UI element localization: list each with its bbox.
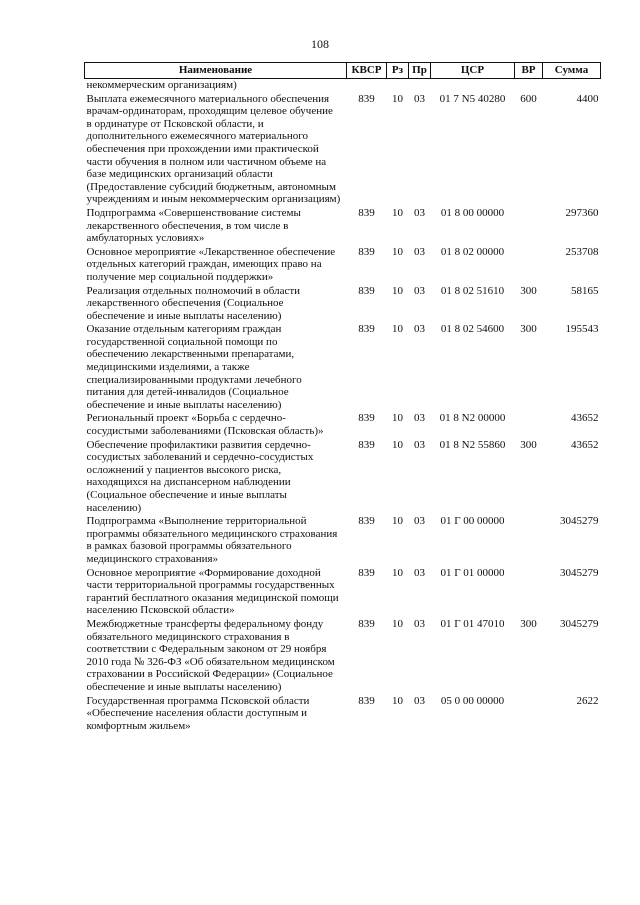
kvsr-cell: 839	[358, 206, 375, 219]
pr-cell: 03	[414, 92, 425, 105]
sum-cell: 43652	[571, 412, 599, 425]
pr-cell: 03	[414, 694, 425, 707]
kvsr-cell: 839	[358, 515, 375, 528]
header-row	[85, 63, 601, 79]
name-cell: Подпрограмма «Выполнение территориальной программы обязательного медицинского страхования в рамках базовой программы обязательного медицинского страхования»	[86, 515, 338, 565]
table-header	[85, 63, 601, 79]
pr-cell: 03	[414, 438, 425, 451]
rz-cell: 10	[392, 92, 403, 105]
csr-cell: 01 8 02 54600	[440, 323, 505, 336]
vr-cell	[515, 567, 543, 618]
pr-cell: 03	[414, 515, 425, 528]
table-row	[85, 285, 601, 324]
sum-cell: 4400	[576, 92, 599, 105]
name-cell: Государственная программа Псковской области «Обеспечение населения области доступным и комфортным жильем»	[86, 694, 310, 732]
rz-cell: 10	[392, 515, 403, 528]
vr-cell: 300	[520, 617, 537, 630]
csr-cell: 01 Г 01 00000	[440, 566, 505, 579]
sum-cell: 3045279	[560, 617, 599, 630]
name-cell: Основное мероприятие «Лекарственное обеспечение отдельных категорий граждан, имеющих право на получение мер социальной поддержки»	[86, 245, 336, 283]
table-row	[85, 207, 601, 246]
sum-cell: 253708	[565, 245, 599, 258]
kvsr-cell: 839	[358, 323, 375, 336]
header-kvsr: КВСР	[347, 63, 387, 79]
table-row	[85, 618, 601, 695]
header-pr: Пр	[409, 63, 431, 79]
pr-cell: 03	[414, 412, 425, 425]
name-cell: Межбюджетные трансферты федеральному фонду обязательного медицинского страхования в соответствии с Федеральным законом от 29 ноября 2010 года № 326-ФЗ «Об обязательном медицинском страховании в Российской Федерации» (Социальное обеспечение и иные выплаты населению)	[86, 617, 335, 693]
rz-cell: 10	[392, 438, 403, 451]
pr-cell	[409, 79, 431, 93]
kvsr-cell: 839	[358, 412, 375, 425]
csr-cell: 01 7 N5 40280	[439, 92, 506, 105]
name-cell: Реализация отдельных полномочий в области лекарственного обеспечения (Социальное обеспечение и иные выплаты населению)	[86, 284, 301, 322]
budget-table-container	[84, 62, 600, 733]
rz-cell: 10	[392, 284, 403, 297]
table-row	[85, 515, 601, 566]
table-row	[85, 93, 601, 207]
rz-cell: 10	[392, 206, 403, 219]
name-cell: некоммерческим организациям)	[86, 79, 237, 91]
vr-cell	[515, 207, 543, 246]
rz-cell: 10	[392, 566, 403, 579]
vr-cell: 600	[520, 92, 537, 105]
header-csr: ЦСР	[431, 63, 515, 79]
sum-cell	[543, 79, 601, 93]
csr-cell: 01 Г 01 47010	[440, 617, 505, 630]
pr-cell: 03	[414, 206, 425, 219]
kvsr-cell	[347, 79, 387, 93]
vr-cell: 300	[520, 284, 537, 297]
header-sum: Сумма	[543, 63, 601, 79]
table-row	[85, 79, 601, 93]
name-cell: Оказание отдельным категориям граждан государственной социальной помощи по обеспечению лекарственными препаратами, медицинскими изделиями, а также специализированными продуктами лечебного питания для детей-инвалидов (Социальное обеспечение и иные выплаты населению)	[86, 323, 302, 411]
kvsr-cell: 839	[358, 245, 375, 258]
kvsr-cell: 839	[358, 438, 375, 451]
table-row	[85, 567, 601, 618]
rz-cell	[387, 79, 409, 93]
csr-cell: 05 0 00 00000	[440, 694, 505, 707]
rz-cell: 10	[392, 245, 403, 258]
vr-cell	[515, 695, 543, 734]
csr-cell: 01 8 00 00000	[440, 206, 505, 219]
rz-cell: 10	[392, 694, 403, 707]
kvsr-cell: 839	[358, 92, 375, 105]
rz-cell: 10	[392, 412, 403, 425]
kvsr-cell: 839	[358, 284, 375, 297]
name-cell: Региональный проект «Борьба с сердечно-сосудистыми заболеваниями (Псковская область)»	[86, 412, 324, 438]
table-row	[85, 412, 601, 438]
rz-cell: 10	[392, 617, 403, 630]
pr-cell: 03	[414, 566, 425, 579]
header-vr: ВР	[515, 63, 543, 79]
table-row	[85, 695, 601, 734]
sum-cell: 3045279	[560, 566, 599, 579]
sum-cell: 2622	[576, 694, 599, 707]
pr-cell: 03	[414, 323, 425, 336]
kvsr-cell: 839	[358, 694, 375, 707]
vr-cell: 300	[520, 438, 537, 451]
header-name: Наименование	[85, 63, 347, 79]
table-row	[85, 439, 601, 516]
kvsr-cell: 839	[358, 566, 375, 579]
name-cell: Обеспечение профилактики развития сердечно-сосудистых заболеваний и сердечно-сосудистых осложнений у пациентов высокого риска, находящихся на диспансерном наблюдении (Социальное обеспечение и иные выплаты населению)	[86, 438, 314, 514]
name-cell: Основное мероприятие «Формирование доходной части территориальной программы государственных гарантий бесплатного оказания медицинской помощи населению Псковской области»	[86, 566, 339, 617]
csr-cell: 01 8 02 00000	[440, 245, 505, 258]
csr-cell: 01 8 N2 00000	[439, 412, 506, 425]
kvsr-cell: 839	[358, 617, 375, 630]
sum-cell: 3045279	[560, 515, 599, 528]
table-body	[85, 79, 601, 734]
vr-cell	[515, 515, 543, 566]
sum-cell: 195543	[565, 323, 599, 336]
name-cell: Подпрограмма «Совершенствование системы лекарственного обеспечения, в том числе в амбулаторных условиях»	[86, 206, 301, 245]
pr-cell: 03	[414, 245, 425, 258]
table-row	[85, 323, 601, 412]
pr-cell: 03	[414, 284, 425, 297]
vr-cell	[515, 412, 543, 438]
csr-cell: 01 8 N2 55860	[439, 438, 506, 451]
csr-cell: 01 Г 00 00000	[440, 515, 505, 528]
csr-cell	[431, 79, 515, 93]
vr-cell	[515, 79, 543, 93]
rz-cell: 10	[392, 323, 403, 336]
budget-table	[84, 62, 601, 733]
name-cell: Выплата ежемесячного материального обеспечения врачам-ординаторам, проходящим целевое обучение в ординатуре от Псковской области, и дополнительного ежемесячного материального обеспечения при прохождении ими практической части обучения в полном или частичном объеме на базе медицинских организаций области (Предоставление субсидий бюджетным, автономным учреждениям и иным некоммерческим организациям)	[86, 92, 341, 206]
csr-cell: 01 8 02 51610	[440, 284, 505, 297]
vr-cell: 300	[520, 323, 537, 336]
sum-cell: 43652	[571, 438, 599, 451]
page-number: 108	[311, 37, 329, 51]
sum-cell: 58165	[571, 284, 599, 297]
header-rz: Рз	[387, 63, 409, 79]
sum-cell: 297360	[565, 206, 599, 219]
table-row	[85, 246, 601, 285]
vr-cell	[515, 246, 543, 285]
pr-cell: 03	[414, 617, 425, 630]
